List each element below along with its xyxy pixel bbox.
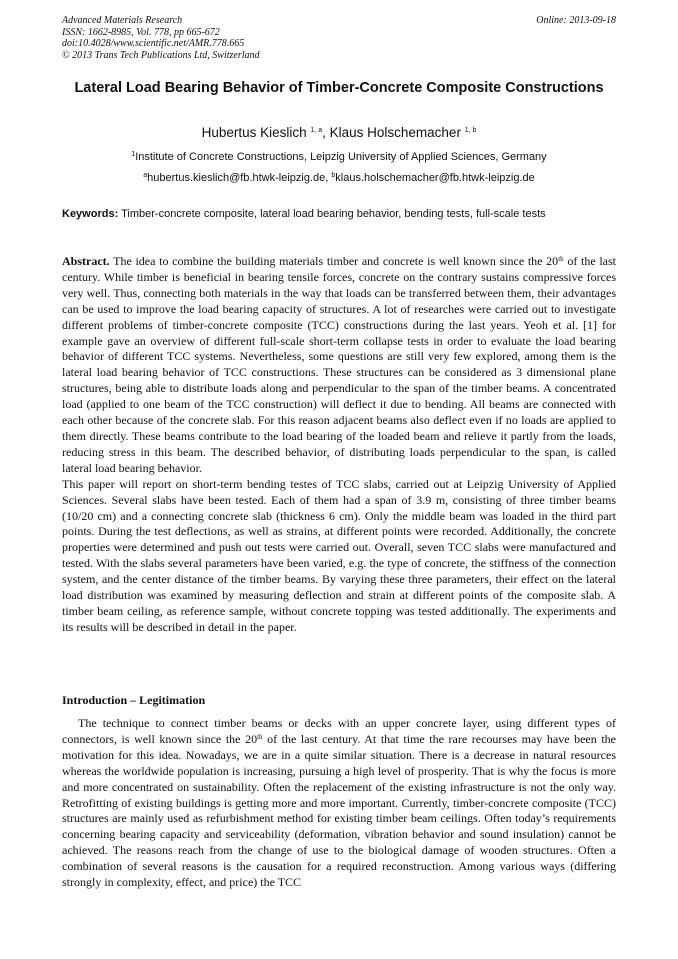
email-link[interactable]: hubertus.kieslich@fb.htwk-leipzig.de bbox=[147, 172, 326, 184]
authors-line bbox=[62, 124, 616, 141]
keywords-block bbox=[62, 207, 616, 221]
introduction-text: The technique to connect timber beams or decks with an upper concrete layer, using different types of connectors, is well known since the 20 bbox=[62, 716, 616, 746]
affiliation-superscript: 1 bbox=[131, 151, 136, 158]
abstract-superscript: th bbox=[558, 255, 564, 263]
abstract-label: Abstract. bbox=[62, 254, 110, 268]
email-superscript: a bbox=[143, 172, 148, 179]
emails-line bbox=[62, 171, 616, 185]
introduction-superscript: th bbox=[257, 732, 263, 741]
introduction-paragraph bbox=[62, 716, 616, 891]
keywords-label: Keywords: bbox=[62, 208, 119, 220]
section-heading: Introduction – Legitimation bbox=[62, 693, 206, 707]
abstract-paragraph bbox=[62, 254, 616, 477]
abstract-section bbox=[62, 254, 616, 636]
author-superscript: 1, a bbox=[310, 127, 323, 134]
issn-line: ISSN: 1662-8985, Vol. 778, pp 665-672 bbox=[62, 26, 220, 38]
email-separator: , bbox=[325, 172, 329, 184]
journal-name: Advanced Materials Research bbox=[62, 15, 183, 26]
author-separator: , bbox=[322, 125, 326, 140]
abstract-text: The idea to combine the building materials timber and concrete is well known since the 20 bbox=[113, 254, 559, 268]
abstract-paragraph: This paper will report on short-term bending testes of TCC slabs, carried out at Leipzig University of Applied Sciences. Several slabs have been tested. Each of them had a span of 3.9 m, consisting of three timber beams (10/20 cm) and a connecting concrete slab (thickness 6 cm). Only the middle beam was loaded in the third part points. During the test deflections, as well as strains, at different points were recorded. Additionally, the concrete properties were determined and push out tests were carried out. Overall, seven TCC slabs were manufactured and tested. With the slabs several parameters have been varied, e.g. the type of concrete, the stiffness of the connection system, and the center distance of the timber beams. By varying these three parameters, their effect on the lateral load distribution was examined by measuring deflection and strain at different points of the composite slab. A timber beam ceiling, as reference sample, without concrete topping was tested additionally. The experiments and its results will be described in detail in the paper. bbox=[62, 476, 616, 634]
affiliation-text: Institute of Concrete Constructions, Leipzig University of Applied Sciences, Germany bbox=[135, 151, 547, 163]
online-date: Online: 2013-09-18 bbox=[536, 15, 616, 26]
introduction-text: of the last century. At that time the rare recourses may have been the motivation for this idea. Nowadays, we are in a quite similar situation. There is a decrease in natural resources whereas the worldwide population is increasing, pursuing a high level of prosperity. That is why the focus is more and more concentrated on sustainability. Often the replacement of the existing infrastructure is not the only way. Retrofitting of existing buildings is getting more and more important. Currently, timber-concrete composite (TCC) structures are mainly used as refurbishment method for existing timber beam ceilings. Often today’s requirements concerning bearing capacity and serviceability (deformation, vibration behavior and sound insulation) cannot be achieved. The reasons reach from the change of use to the biological damage of wooden structures. Often a combination of several reasons is the causation for a required reconstruction. Among various ways (differing strongly in complexity, effect, and price) the TCC bbox=[62, 731, 616, 890]
email-link[interactable]: klaus.holschemacher@fb.htwk-leipzig.de bbox=[335, 172, 535, 184]
journal-header bbox=[62, 15, 616, 61]
keywords-text: Timber-concrete composite, lateral load bearing behavior, bending tests, full-scale tests bbox=[121, 208, 546, 220]
paper-title: Lateral Load Bearing Behavior of Timber-Concrete Composite Constructions bbox=[74, 80, 604, 96]
author-superscript: 1, b bbox=[464, 127, 477, 134]
author-name: Hubertus Kieslich bbox=[201, 125, 307, 140]
affiliation bbox=[62, 150, 616, 164]
copyright-line: © 2013 Trans Tech Publications Ltd, Switzerland bbox=[62, 49, 260, 61]
email-superscript: b bbox=[331, 172, 336, 179]
doi-line: doi:10.4028/www.scientific.net/AMR.778.665 bbox=[62, 38, 245, 49]
introduction-section bbox=[62, 716, 616, 891]
author-name: Klaus Holschemacher bbox=[329, 125, 461, 140]
abstract-text: of the last century. While timber is beneficial in bearing tensile forces, concrete on the contrary sustains compressive forces very well. Thus, connecting both materials in the way that loads can be transferred between them, their advantages can be used to improve the load bearing capacity of structures. A lot of researches were carried out to investigate different problems of timber-concrete composite (TCC) constructions during the last years. Yeoh et al. [1] for example gave an overview of different full-scale short-term collapse tests in order to evaluate the load bearing behavior of different TCC systems. Nevertheless, some questions are still very few explored, among them is the lateral load bearing behavior of TCC constructions. These structures can be considered as 3 dimensional plane structures, being able to distribute loads along and perpendicular to the span of the timber beams. A concentrated load (applied to one beam of the TCC construction) will deflect it due to bending. All beams are connected with each other because of the concrete slab. For this reason adjacent beams also deflect even if no loads are applied to them directly. These beams contribute to the load bearing of the loaded beam and relieve it partly from the loads, reducing stress in this beam. The described behavior, of distributing loads perpendicular to the span, is called lateral load bearing behavior. bbox=[62, 254, 616, 475]
